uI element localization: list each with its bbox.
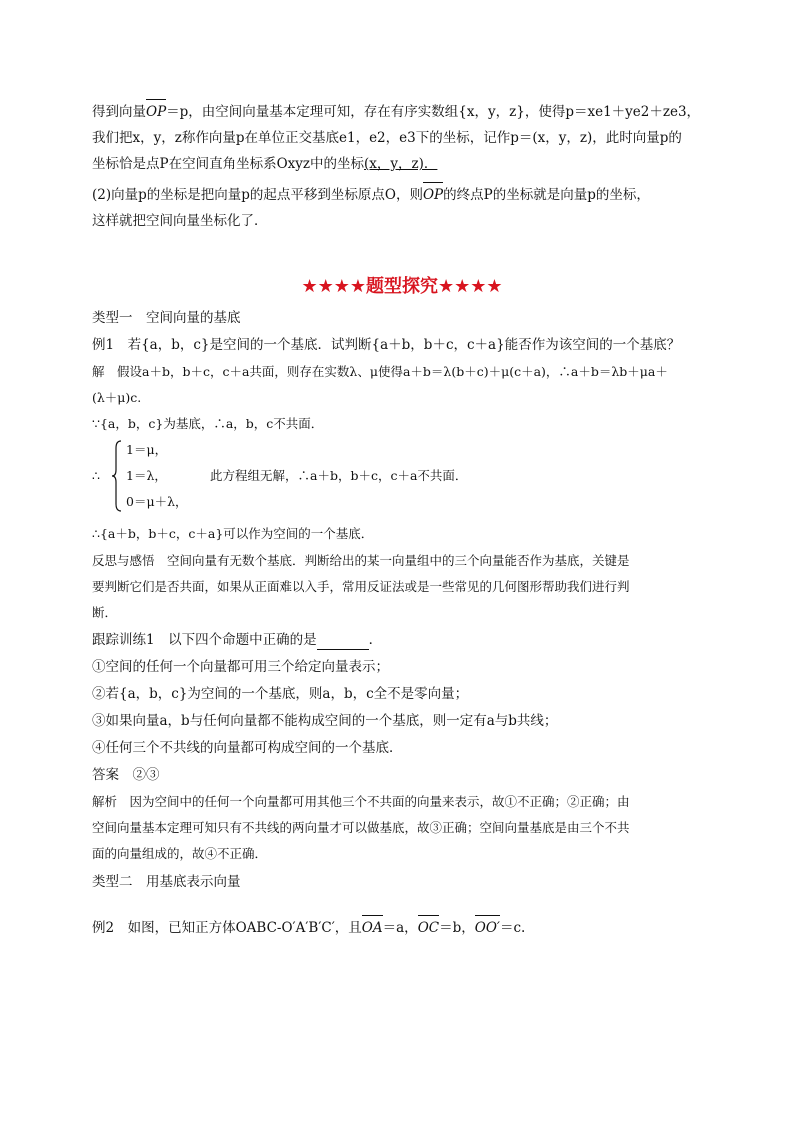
system-eq2: 1＝λ， <box>126 468 167 483</box>
explanation-line2: 空间向量基本定理可知只有不共线的两向量才可以做基底，故③正确；空间向量基底是由三个不共 <box>92 820 630 835</box>
reflection-line3: 断． <box>92 605 118 620</box>
para2-line2: 这样就把空间向量坐标化了． <box>92 213 268 229</box>
answer-blank <box>317 635 369 650</box>
explanation-line3: 面的向量组成的，故④不正确． <box>92 846 268 861</box>
reflection-line1: 反思与感悟 空间向量有无数个基底．判断给出的某一向量组中的三个向量能否作为基底，关键是 <box>92 553 630 568</box>
practice1-question: 跟踪训练1 以下四个命题中正确的是 ． <box>92 632 383 648</box>
vector-oa: OA <box>361 920 383 936</box>
vector-oo-prime: OO′ <box>474 920 500 936</box>
system-eq3: 0＝μ＋λ， <box>126 494 188 509</box>
practice1-option3: ③如果向量a，b与任何向量都不能构成空间的一个基底，则一定有a与b共线； <box>92 713 558 729</box>
explanation-line1: 解析 因为空间中的任何一个向量都可用其他三个不共面的向量来表示，故①不正确；②正确；由 <box>92 794 630 809</box>
para2-line1: (2)向量p的坐标是把向量p的起点平移到坐标原点O，则OP的终点P的坐标就是向量p的坐标， <box>92 187 650 203</box>
type1-heading: 类型一 空间向量的基底 <box>92 310 241 326</box>
type2-heading: 类型二 用基底表示向量 <box>92 874 241 890</box>
practice1-option2: ②若{a，b，c}为空间的一个基底，则a，b，c全不是零向量； <box>92 686 469 702</box>
example1-solution-line1: 解 假设a＋b，b＋c，c＋a共面，则存在实数λ、μ使得a＋b＝λ(b＋c)＋μ(c＋a)，∴a＋b＝λb＋μa＋ <box>92 364 668 379</box>
vector-op: OP <box>422 187 444 203</box>
practice1-option4: ④任何三个不共线的向量都可构成空间的一个基底． <box>92 740 403 756</box>
reflection-line2: 要判断它们是否共面，如果从正面难以入手，常用反证法或是一些常见的几何图形帮助我们进行判 <box>92 579 630 594</box>
practice1-option1: ①空间的任何一个向量都可用三个给定向量表示； <box>92 659 389 675</box>
system-note: 此方程组无解，∴a＋b，b＋c，c＋a不共面． <box>210 468 468 483</box>
para1-line3: 坐标恰是点P在空间直角坐标系Oxyz中的坐标(x，y，z)． <box>92 156 438 172</box>
example1-conclusion: ∴{a＋b，b＋c，c＋a}可以作为空间的一个基底． <box>92 526 374 541</box>
example1-solution-line3: ∵{a，b，c}为基底，∴a，b，c不共面． <box>92 416 324 431</box>
system-eq1: 1＝μ， <box>126 442 168 457</box>
example1-solution-line2: (λ＋μ)c. <box>92 390 142 405</box>
vector-op: OP <box>146 104 167 120</box>
therefore-symbol: ∴ <box>92 468 100 483</box>
para1-line1: 得到向量OP＝p，由空间向量基本定理可知，存在有序实数组{x，y，z}，使得p＝xe1＋ye2＋ze3， <box>92 104 701 120</box>
practice1-answer: 答案 ②③ <box>92 767 160 783</box>
example1-question: 例1 若{a，b，c}是空间的一个基底．试判断{a＋b，b＋c，c＋a}能否作为该空间的一个基底？ <box>92 337 681 353</box>
section-title: ★★★★题型探究★★★★ <box>301 276 503 297</box>
coordinate-underlined: (x，y，z)． <box>364 156 438 172</box>
equation-brace <box>112 440 122 512</box>
example2-question: 例2 如图，已知正方体OABC-O′A′B′C′，且OA＝a，OC＝b，OO′＝c. <box>92 920 526 936</box>
vector-oc: OC <box>417 920 440 936</box>
para1-line2: 我们把x，y，z称作向量p在单位正交基底e1，e2，e3下的坐标，记作p＝(x，y，z)，此时向量p的 <box>92 130 682 146</box>
